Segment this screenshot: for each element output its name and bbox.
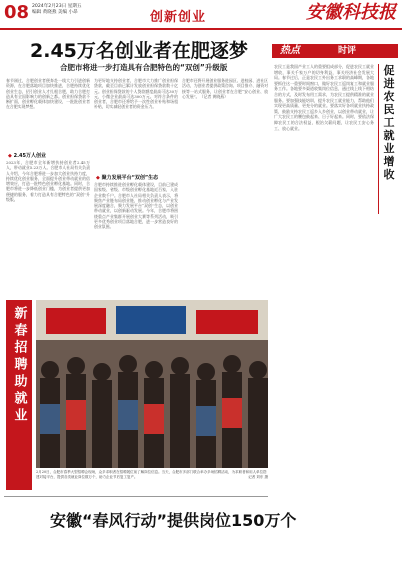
vertical-banner xyxy=(6,300,32,490)
banner-text: 新春招聘助就业 xyxy=(11,306,27,425)
bullet-icon: ◆ xyxy=(8,153,12,159)
job-fair-photo xyxy=(36,300,268,468)
lead-body-2: 为更好地支持创业者，合肥市大力推广创业担保贷款，截至目前已累计发放创业担保贷款数十亿元。创业担保贷款的个人贷款额度最高可达30万元，小微企业最高可达300万元。对符合条件的创业者，合肥市还将给予一次性创业补贴和场租补贴，切实减轻创业者的资金压力。 xyxy=(94,78,178,110)
photo-caption xyxy=(36,470,268,479)
lead-body-3: 合肥市持续推进创业孵化载体建设，目前已建成国家级、省级、市级创业孵化基地近百家，入驻企业数千户。合肥市人社局相关负责人表示，将聚焦产业链布局创业链，推动创业孵化与产业发展深度融合，聚力发展平台“双创”生态，以创业带动就业，以创新驱动发展。今年，合肥市将围绕重点产业集群开展创业大赛等系列活动，吸引更多优秀创业项目落地合肥，进一步营造良好的创业氛围。 xyxy=(94,182,178,230)
masthead-logo: 安徽科技报 xyxy=(306,2,396,23)
column-accent-line xyxy=(378,64,379,214)
bottom-headline: 安徽“春风行动”提供岗位150万个 xyxy=(50,511,297,530)
column-headline: 促进农民工就业增收 xyxy=(383,64,395,181)
column-body: 农民工是我国产业工人的重要组成部分，促进农民工就业增收，事关千家万户的切身利益，事关经济社会发展大局。春节过后，正是农民工外出务工求职的高峰期，各地要抓住这一重要时间窗口，做好农民工返岗复工和就业服务工作。各地要多渠道收集岗位信息，通过线上线下相结合的方式，及时发布用工需求，为农民工提供精准的就业服务。要加强技能培训，提升农民工就业能力，帮助他们实现更高质量、更充分的就业。要落实好各项就业扶持政策，鼓励支持农民工返乡入乡创业，以创业带动就业，让广大农民工的腰包鼓起来、日子好起来。同时，要依法保障农民工的合法权益，根治欠薪问题，让农民工安心务工、放心就业。 xyxy=(274,64,374,131)
issue-meta xyxy=(32,4,81,16)
edition-line: 编辑 黄晓燕 美编 小昂 xyxy=(32,10,78,15)
section-divider xyxy=(4,496,268,497)
lead-intro: 春节刚过，合肥创业者便奔赴一线大力引进创新资源，在合肥落地项目加快推进，合肥持续优化创业生态，招引创业人才扎根合肥，助力合肥打造具有全国影响力的创新之都。创业担保贷款不断扩面，创业孵化载体加快建设，一批批创业者在合肥实现梦想。 xyxy=(6,78,90,110)
lead-body-1: 2023年，合肥市全年新增扶持创业者2.45万人，带动就业5.23万人。合肥市人社局有关负责人介绍，今年合肥将进一步加大创业扶持力度，持续优化创业服务，全面提升创业带动就业的倍增效应，打造一批特色创业孵化基地。同时，合肥市将进一步降低创业门槛，为创业者提供更加便捷的服务，着力打造具有合肥特色的“双创”升级版。 xyxy=(6,160,90,203)
date-line: 2024年2月23日 星期五 xyxy=(32,4,82,9)
lead-body-4: 合肥市还将开展创业服务进园区、进校园、进社区活动，为创业者提供政策咨询、项目推介、融资对接等一站式服务，让创业者在合肥“安心创业、放心发展”。（记者 黄晓燕） xyxy=(182,78,268,99)
photo-credit: 记者 刘东 摄 xyxy=(248,474,268,479)
section-title: 创新创业 xyxy=(150,10,207,25)
bullet-icon: ◆ xyxy=(96,175,100,181)
column-label-2: 时评 xyxy=(338,46,357,56)
page-number: 08 xyxy=(4,2,30,23)
column-label: 热点 xyxy=(280,45,300,56)
lead-headline: 2.45万名创业者在肥逐梦 xyxy=(30,40,248,62)
lead-subhead-1: ◆ 2.45万人创业 xyxy=(8,153,46,159)
lead-subheadline: 合肥市将进一步打造具有合肥特色的“双创”升级版 xyxy=(60,63,228,72)
caption-text: 2月20日，合肥市春季大型招聘会现场，众多求职者在招聘展位前了解岗位信息。当天，合肥市多部门联合举办多场招聘活动，为求职者和用人单位搭建对接平台，提供各类就业岗位数万个，助力企业节后复工复产。 xyxy=(36,470,267,479)
lead-subhead-2: ◆ 聚力发展平台“双创”生态 xyxy=(96,175,159,181)
page-header xyxy=(0,0,402,30)
